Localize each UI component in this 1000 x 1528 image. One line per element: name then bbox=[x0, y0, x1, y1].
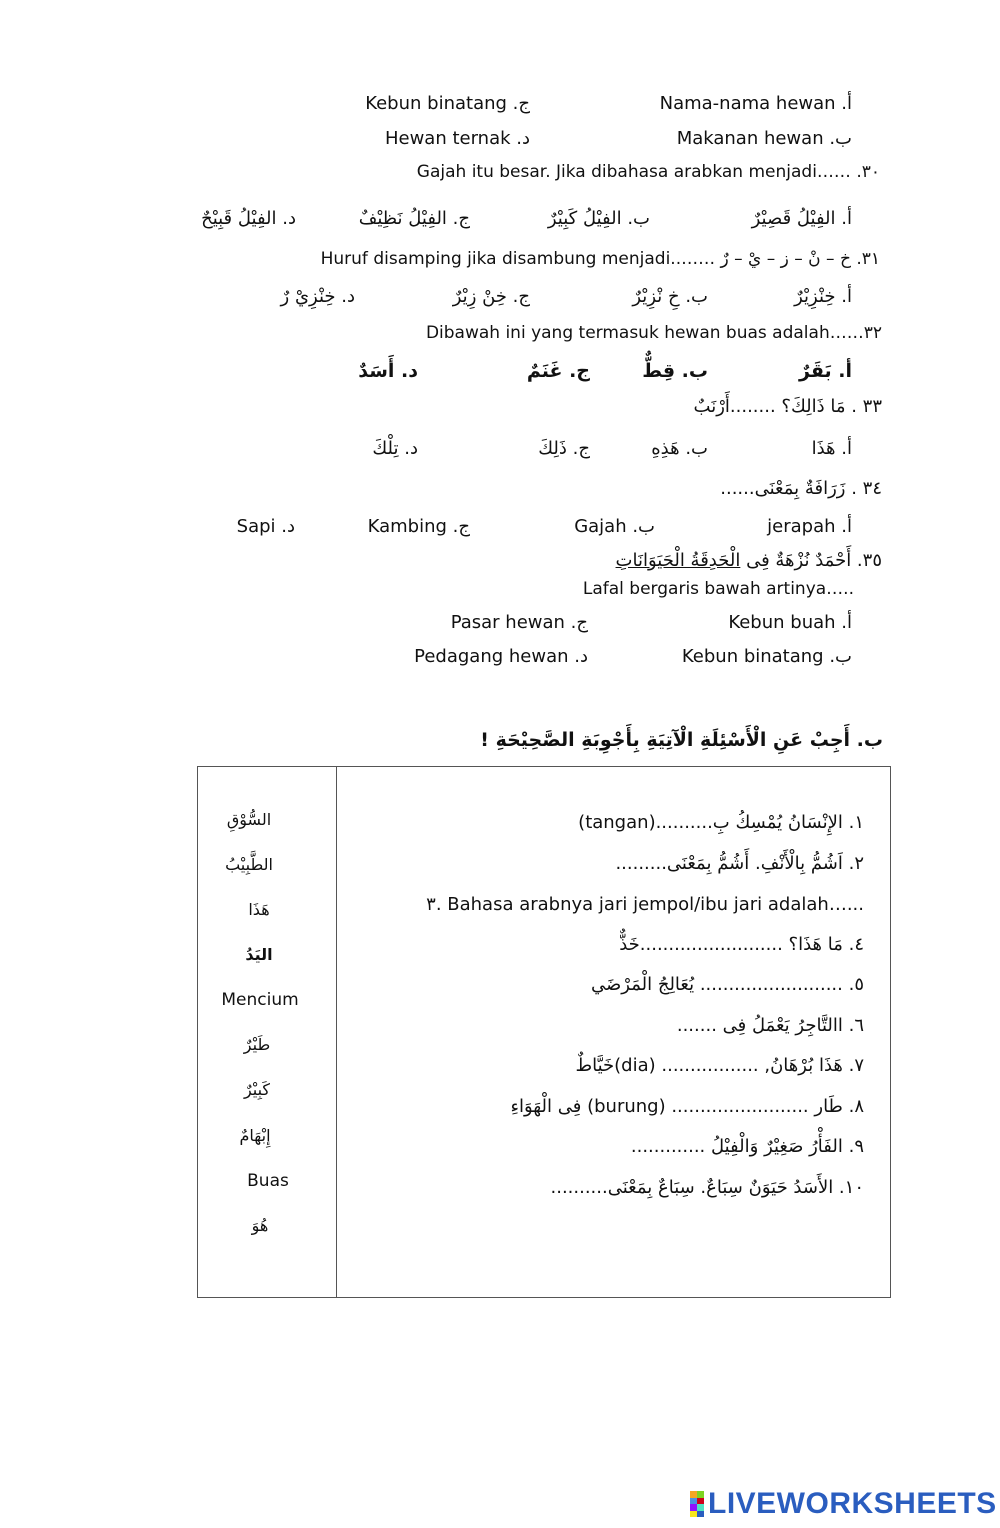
q34-question: ٣٤ . زَرَافَةٌ بِمَعْنَى...... bbox=[720, 478, 882, 499]
essay-question-9[interactable]: ٩. الفَأْرُ صَغِيْرٌ وَالْفِيْلُ ............. bbox=[630, 1136, 864, 1157]
liveworksheets-logo[interactable] bbox=[690, 1487, 997, 1521]
essay-question-5[interactable]: ٥. ......................... يُعَالِجُ الْمَرْضَي bbox=[591, 974, 864, 995]
essay-question-3[interactable]: ٣. Bahasa arabnya jari jempol/ibu jari adalah…... bbox=[426, 894, 864, 915]
q32-question: Dibawah ini yang termasuk hewan buas adalah……٣٢ bbox=[425, 323, 882, 343]
q34-option-b[interactable]: ب. Gajah bbox=[574, 516, 655, 537]
essay-question-6[interactable]: ٦. االتَّاجِرُ يَعْمَلُ فِى ....... bbox=[676, 1015, 864, 1036]
section-b-title: ب. أَجِبْ عَنِ الْأَسْئِلَةِ الْآتِيَةِ بِأَجْوِبَةِ الصَّحِيْحَةِ ! bbox=[480, 729, 883, 751]
q31-option-a[interactable]: أ. خِنْزِيْرٌ bbox=[794, 286, 852, 307]
word-bank-item[interactable]: السُّوْقِ bbox=[226, 810, 272, 829]
q35-subtitle: Lafal bergaris bawah artinya….. bbox=[582, 579, 854, 599]
word-bank-item[interactable]: اليَدُ bbox=[245, 945, 273, 964]
q29-option-a[interactable]: أ. Nama-nama hewan bbox=[659, 93, 852, 114]
logo-square bbox=[697, 1511, 704, 1518]
q35-question bbox=[616, 550, 882, 572]
q31-option-d[interactable]: د. خِنْزِيْ رٌ bbox=[280, 286, 355, 307]
q30-option-d[interactable]: د. الفِيْلُ قَبِيْحٌ bbox=[201, 208, 296, 229]
q32-option-b[interactable]: ب. قِطٌّ bbox=[642, 360, 708, 382]
q29-option-b[interactable]: ب. Makanan hewan bbox=[676, 128, 852, 149]
q30-option-b[interactable]: ب. الفِيْلُ كَبِيْرٌ bbox=[547, 208, 650, 229]
q33-question: ٣٣ . مَا ذَالِكَ؟ ........أَرْنَبٌ bbox=[693, 396, 882, 417]
q33-option-a[interactable]: أ. هَذَا bbox=[811, 438, 852, 459]
q33-option-d[interactable]: د. تِلْكَ bbox=[372, 438, 418, 459]
q30-question: Gajah itu besar. Jika dibahasa arabkan menjadi…… .٣٠ bbox=[416, 162, 880, 182]
q33-option-c[interactable]: ج. ذَلِكَ bbox=[538, 438, 590, 459]
q29-option-c[interactable]: ج. Kebun binatang bbox=[365, 93, 530, 114]
word-bank-item[interactable]: إِبْهَامٌ bbox=[239, 1126, 271, 1145]
word-bank-item[interactable]: كَبِيْرٌ bbox=[243, 1080, 271, 1099]
liveworksheets-logo-icon bbox=[690, 1491, 704, 1517]
q35-option-b[interactable]: ب. Kebun binatang bbox=[681, 646, 852, 667]
section-b-divider bbox=[336, 766, 337, 1298]
q29-option-d[interactable]: د. Hewan ternak bbox=[384, 128, 530, 149]
q32-option-c[interactable]: ج. غَنَمٌ bbox=[526, 360, 590, 382]
q31-option-c[interactable]: ج. خِنْ زِيْرٌ bbox=[452, 286, 530, 307]
q32-option-a[interactable]: أ. بَقَرٌ bbox=[799, 360, 852, 382]
logo-wordmark: LIVEWORKSHEETS bbox=[708, 1487, 997, 1520]
essay-question-1[interactable]: ١. الإِنْسَانُ يُمْسِكُ بِ..........(tangan) bbox=[578, 812, 864, 833]
essay-question-8[interactable]: ٨. طَار ........................ (burung) فِى الْهَوَاءِ bbox=[510, 1096, 864, 1117]
q35-option-d[interactable]: د. Pedagang hewan bbox=[414, 646, 588, 667]
word-bank-item[interactable]: هُوَ bbox=[251, 1216, 269, 1235]
essay-question-10[interactable]: ١٠. الأَسَدُ حَيَوَنٌ سِبَاعٌ. سِبَاعٌ بِمَعْنَى.......... bbox=[550, 1177, 864, 1198]
q34-option-c[interactable]: ج. Kambing bbox=[367, 516, 470, 537]
logo-square bbox=[690, 1511, 697, 1518]
q32-option-d[interactable]: د. أَسَدٌ bbox=[358, 360, 418, 382]
q35-option-c[interactable]: ج. Pasar hewan bbox=[450, 612, 588, 633]
q35-option-a[interactable]: أ. Kebun buah bbox=[728, 612, 852, 633]
essay-question-2[interactable]: ٢. اَشُمُّ بِالْأَنْفِ. أَشُمُّ بِمَعْنَى......... bbox=[615, 853, 864, 874]
q34-option-a[interactable]: أ. jerapah bbox=[767, 516, 852, 537]
q35-underlined-phrase: الْحَدِقَةُ الْحَيَوَانَاتِ bbox=[615, 550, 741, 571]
q33-option-b[interactable]: ب. هَذِهِ bbox=[651, 438, 708, 459]
q30-option-a[interactable]: أ. الفِيْلُ قَصِيْرٌ bbox=[751, 208, 852, 229]
q35-prefix: ٣٥. أَحْمَدٌ نُزْهَةٌ فِى bbox=[740, 550, 882, 571]
essay-question-7[interactable]: ٧. هَذَا بُرْهَانُ, ................. (dia)خَيَّاطٌ bbox=[575, 1055, 864, 1076]
word-bank-item[interactable]: طَيْرٌ bbox=[243, 1035, 271, 1054]
word-bank-item[interactable]: Mencium bbox=[221, 990, 299, 1010]
q30-option-c[interactable]: ج. الفِيْلُ نَظِيْفٌ bbox=[358, 208, 470, 229]
q31-question: ٣١. خ – نْ – ز – يْ – رٌ ……..Huruf disamping jika disambung menjadi bbox=[320, 249, 880, 269]
essay-question-4[interactable]: ٤. مَا هَذَا؟ .........................خَذٌّ bbox=[619, 934, 864, 955]
word-bank-item[interactable]: هَذَا bbox=[248, 900, 270, 919]
q31-option-b[interactable]: ب. خِ نْزِيْرٌ bbox=[632, 286, 708, 307]
word-bank-item[interactable]: Buas bbox=[247, 1171, 289, 1191]
word-bank-item[interactable]: الطَّبِيْبُ bbox=[225, 855, 273, 874]
q34-option-d[interactable]: د. Sapi bbox=[236, 516, 295, 537]
